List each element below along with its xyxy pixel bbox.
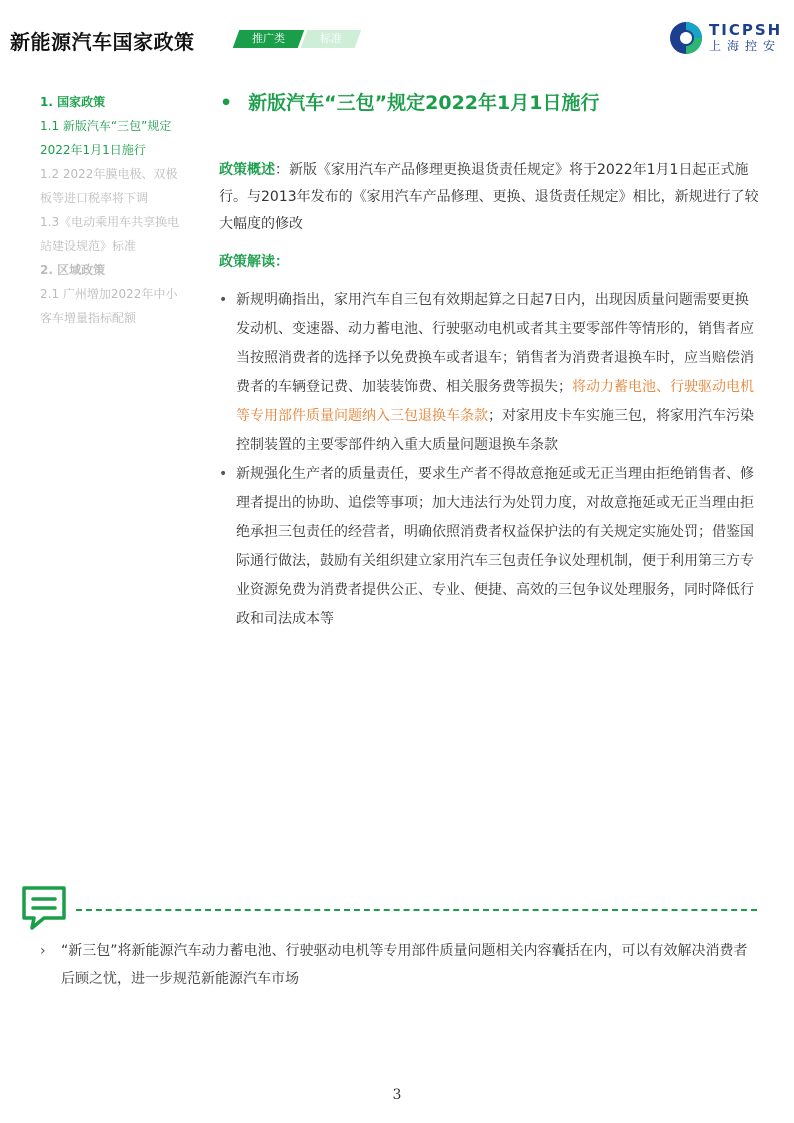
logo-chinese: 上海控安 xyxy=(709,39,782,53)
interpretation-list xyxy=(219,286,759,634)
toc-regional-policy[interactable]: 2. 区域政策 xyxy=(40,263,106,277)
toc-item-three-guarantees-line1[interactable]: 1.1 新版汽车“三包”规定 xyxy=(40,119,172,133)
logo-wordmark xyxy=(709,22,782,54)
tag-standard-label: 标准 xyxy=(320,32,342,45)
toc-item-three-guarantees-line2[interactable]: 2022年1月1日施行 xyxy=(40,143,146,157)
toc-item-guangzhou-line2[interactable]: 客车增量指标配额 xyxy=(40,311,137,325)
tag-promotion-label: 推广类 xyxy=(252,32,285,45)
page-number: 3 xyxy=(392,1087,402,1103)
section-heading xyxy=(220,88,599,115)
summary-note-text: “新三包”将新能源汽车动力蓄电池、行驶驱动电机等专用部件质量问题相关内容囊括在内，可以有效解决消费者后顾之忧，进一步规范新能源汽车市场 xyxy=(61,943,748,987)
note-divider xyxy=(76,909,757,911)
category-tags xyxy=(236,30,361,48)
policy-overview xyxy=(219,157,759,238)
bullet2-text: 新规强化生产者的质量责任，要求生产者不得故意拖延或无正当理由拒绝销售者、修理者提出的协助、追偿等事项；加大违法行为处罚力度，对故意拖延或无正当理由拒绝承担三包责任的经营者，明确依照消费者权益保护法的有关规定实施处罚；借鉴国际通行做法，鼓励有关组织建立家用汽车三包责任争议处理机制，便于利用第三方专业资源免费为消费者提供公正、专业、便捷、高效的三包争议处理服务，同时降低行政和司法成本等 xyxy=(236,466,754,627)
bullet1-text-end: ；对家用皮卡车实施三包，将家用汽车污染控制装置的主要零部件纳入重大质量问题退换车条款 xyxy=(236,408,754,453)
speech-bubble-icon xyxy=(20,884,70,932)
swirl-logo-icon xyxy=(668,20,704,56)
toc-item-tariff-line2[interactable]: 板等进口税率将下调 xyxy=(40,191,149,205)
page-title: 新能源汽车国家政策 xyxy=(10,30,195,54)
heading-bullet: • xyxy=(220,92,233,114)
toc-item-tariff-line1[interactable]: 1.2 2022年膜电极、双极 xyxy=(40,167,178,181)
toc-national-policy[interactable]: 1. 国家政策 xyxy=(40,95,106,109)
toc-item-guangzhou-line1[interactable]: 2.1 广州增加2022年中小 xyxy=(40,287,178,301)
table-of-contents xyxy=(40,90,200,330)
toc-item-battery-swap-line2[interactable]: 站建设规范》标准 xyxy=(40,239,137,253)
list-item xyxy=(219,286,759,460)
toc-item-battery-swap-line1[interactable]: 1.3《电动乘用车共享换电 xyxy=(40,215,180,229)
list-item xyxy=(219,460,759,634)
summary-note xyxy=(40,937,758,993)
policy-overview-text: 新版《家用汽车产品修理更换退货责任规定》将于2022年1月1日起正式施行。与2013年发布的《家用汽车产品修理、更换、退货责任规定》相比，新规进行了较大幅度的修改 xyxy=(219,162,759,232)
bullet1-text-start: 新规明确指出，家用汽车自三包有效期起算之日起7日内，出现因质量问题需要更换发动机、变速器、动力蓄电池、行驶驱动电机或者其主要零部件等情形的，销售者应当按照消费者的选择予以免费换车或者退车；销售者为消费者退换车时，应当赔偿消费者的车辆登记费、加装装饰费、相关服务费等损失； xyxy=(236,292,754,395)
section-heading-text: 新版汽车“三包”规定2022年1月1日施行 xyxy=(248,92,600,114)
tag-standard xyxy=(301,30,362,48)
tag-promotion xyxy=(233,30,305,48)
chevron-right-icon: › xyxy=(40,943,46,959)
policy-overview-colon: ： xyxy=(275,162,289,178)
bullet1-highlight: 将动力蓄电池、行驶驱动电机等专用部件质量问题纳入三包退换车条款 xyxy=(236,379,754,424)
logo-english: TICPSH xyxy=(709,21,783,39)
company-logo xyxy=(668,20,782,56)
policy-interpretation-label: 政策解读： xyxy=(219,254,289,270)
policy-overview-label: 政策概述 xyxy=(219,162,275,178)
